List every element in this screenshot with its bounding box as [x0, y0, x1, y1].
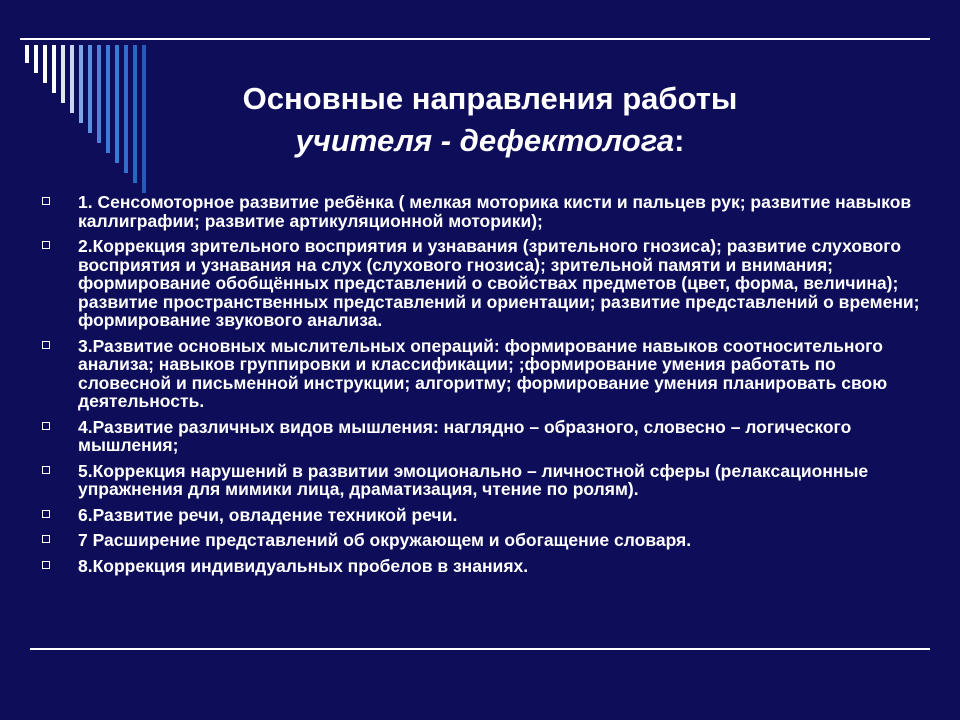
list-item — [42, 237, 922, 330]
decorative-stripes — [0, 0, 200, 200]
list-item-text: 2.Коррекция зрительного восприятия и узнавания (зрительного гнозиса); развитие слухового восприятия и узнавания на слух (слухового гнозиса); зрительной памяти и внимания; формирование обобщённых представлений о свойствах предметов (цвет, форма, величина); развитие пространственных представлений и ориентации; развитие представлений о времени; формирование звукового анализа. — [78, 236, 920, 330]
stripe-11 — [115, 45, 119, 163]
stripe-12 — [124, 45, 128, 173]
square-bullet-icon — [42, 341, 50, 349]
list-item — [42, 193, 922, 230]
stripe-2 — [34, 45, 38, 73]
list-item-text: 1. Сенсомоторное развитие ребёнка ( мелкая моторика кисти и пальцев рук; развитие навыков каллиграфии; развитие артикуляционной моторики); — [78, 192, 912, 231]
square-bullet-icon — [42, 561, 50, 569]
square-bullet-icon — [42, 510, 50, 518]
list-item — [42, 531, 922, 550]
list-item-text: 4.Развитие различных видов мышления: наглядно – образного, словесно – логического мышления; — [78, 416, 852, 455]
list-item-text: 3.Развитие основных мыслительных операций: формирование навыков соотносительного анализа; навыков группировки и классификации; ;формирование умения работать по словесной и письменной инструкции; алгоритму; формирование умения планировать свою деятельность. — [78, 335, 888, 411]
stripe-5 — [61, 45, 65, 103]
stripe-14 — [142, 45, 146, 193]
square-bullet-icon — [42, 241, 50, 249]
list-item — [42, 462, 922, 499]
list-item-text: 7 Расширение представлений об окружающем и обогащение словаря. — [78, 530, 692, 550]
list-item-text: 6.Развитие речи, овладение техникой речи. — [78, 504, 458, 525]
title-line-2-suffix: : — [674, 123, 685, 158]
stripe-4 — [52, 45, 56, 93]
stripe-13 — [133, 45, 137, 183]
list-item-text: 5.Коррекция нарушений в развитии эмоционально – личностной сферы (релаксационные упражнения для мимики лица, драматизация, чтение по ролям). — [78, 460, 869, 499]
square-bullet-icon — [42, 535, 50, 543]
list-item — [42, 506, 922, 525]
list-item — [42, 557, 922, 576]
square-bullet-icon — [42, 466, 50, 474]
slide-title — [200, 78, 780, 162]
stripe-3 — [43, 45, 47, 83]
list-item-text: 8.Коррекция индивидуальных пробелов в знаниях. — [78, 555, 529, 576]
stripe-8 — [88, 45, 92, 133]
stripe-7 — [79, 45, 83, 123]
list-item — [42, 337, 922, 411]
title-line-2-italic: учителя - дефектолога — [295, 123, 675, 158]
bottom-rule — [30, 648, 930, 650]
list-item — [42, 418, 922, 455]
square-bullet-icon — [42, 197, 50, 205]
title-line-1: Основные направления работы — [242, 81, 738, 116]
stripe-1 — [25, 45, 29, 63]
stripe-9 — [97, 45, 101, 143]
bullet-list — [42, 193, 922, 582]
title-line-2 — [200, 120, 780, 162]
square-bullet-icon — [42, 422, 50, 430]
stripe-6 — [70, 45, 74, 113]
stripe-10 — [106, 45, 110, 153]
